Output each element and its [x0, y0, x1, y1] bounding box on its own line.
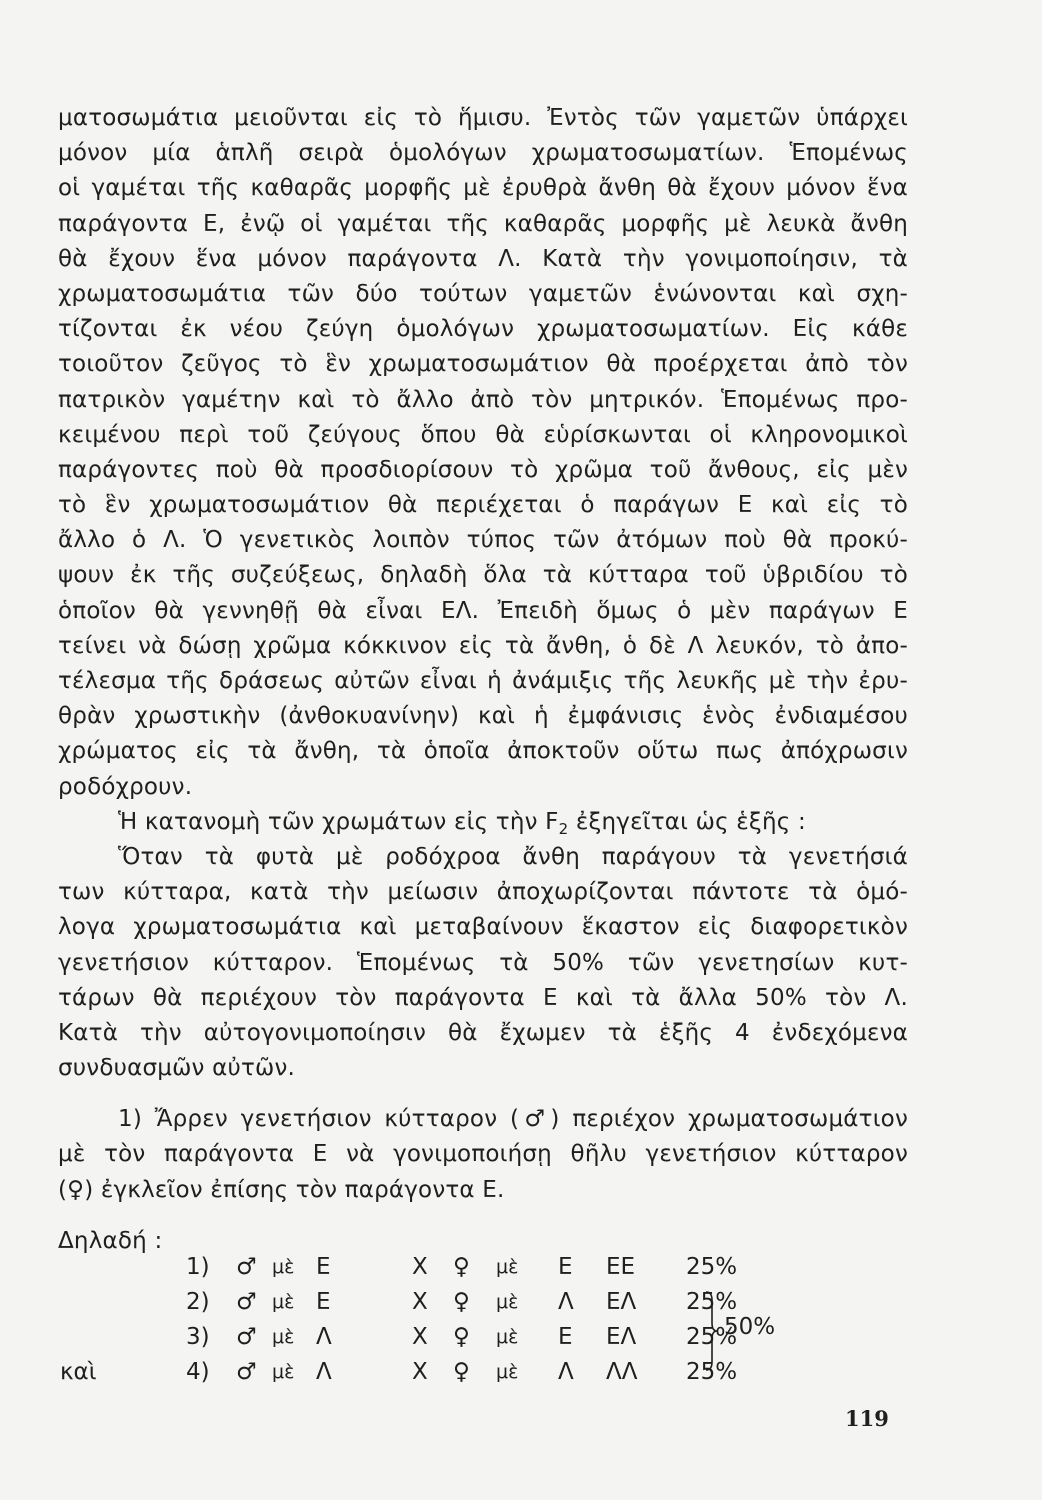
- male-symbol: ♂: [236, 1289, 257, 1315]
- text-line: ροδόχρουν.: [58, 773, 193, 800]
- text-line: κειμένου περὶ τοῦ ζεύγους ὅπου θὰ εὑρίσκωνται οἱ κληρονομικοὶ: [58, 421, 908, 448]
- text-line: τὸ ἓν χρωματοσωμάτιον θὰ περιέχεται ὁ παράγων Ε καὶ εἰς τὸ: [58, 492, 908, 519]
- table-row: [58, 1355, 908, 1390]
- text-line: παράγοντες ποὺ θὰ προσδιορίσουν τὸ χρῶμα τοῦ ἄνθους, εἰς μὲν: [58, 456, 908, 483]
- text-line: πατρικὸν γαμέτην καὶ τὸ ἄλλο ἀπὸ τὸν μητρικόν. Ἑπομένως προ-: [58, 386, 908, 413]
- text-span: Ἡ κατανομὴ τῶν χρωμάτων εἰς τὴν F: [118, 808, 559, 835]
- with-word: μὲ: [496, 1256, 519, 1278]
- text-line: ψουν ἐκ τῆς συζεύξεως, δηλαδὴ ὅλα τὰ κύτταρα τοῦ ὑβριδίου τὸ: [58, 562, 908, 589]
- genotype: ΕΛ: [606, 1324, 637, 1350]
- factor-male: Ε: [316, 1254, 331, 1280]
- female-symbol: ♀: [453, 1254, 470, 1280]
- text-line: (♀) ἐγκλεῖον ἐπίσης τὸν παράγοντα Ε.: [58, 1176, 505, 1203]
- text-line: παράγοντα Ε, ἐνῷ οἱ γαμέται τῆς καθαρᾶς μορφῆς μὲ λευκὰ ἄνθη: [58, 210, 908, 237]
- with-word: μὲ: [496, 1326, 519, 1348]
- text-line: χρώματος εἰς τὰ ἄνθη, τὰ ὁποῖα ἀποκτοῦν οὕτω πως ἀπόχρωσιν: [58, 738, 908, 765]
- text-line: θρὰν χρωστικὴν (ἀνθοκυανίνην) καὶ ἡ ἐμφάνισις ἑνὸς ἐνδιαμέσου: [58, 703, 908, 730]
- percentage: 25%: [686, 1289, 738, 1315]
- row-prefix: καὶ: [60, 1359, 97, 1385]
- male-symbol: ♂: [236, 1359, 257, 1385]
- paragraph-first-line: [58, 805, 908, 840]
- text-line: ἄλλο ὁ Λ. Ὁ γενετικὸς λοιπὸν τύπος τῶν ἀτόμων ποὺ θὰ προκύ-: [58, 527, 908, 554]
- with-word: μὲ: [272, 1326, 295, 1348]
- text-line: μόνον μία ἁπλῆ σειρὰ ὁμολόγων χρωματοσωματίων. Ἑπομένως: [58, 140, 908, 167]
- female-symbol: ♀: [453, 1324, 470, 1350]
- text-line: γενετήσιον κύτταρον. Ἑπομένως τὰ 50% τῶν γενετησίων κυτ-: [58, 949, 908, 976]
- text-line: θὰ ἔχουν ἕνα μόνον παράγοντα Λ. Κατὰ τὴν γονιμοποίησιν, τὰ: [58, 245, 908, 272]
- brace-total: 50%: [724, 1314, 776, 1340]
- genotype: ΛΛ: [606, 1359, 638, 1385]
- text-line: τάρων θὰ περιέχουν τὸν παράγοντα Ε καὶ τὰ ἄλλα 50% τὸν Λ.: [58, 984, 908, 1011]
- text-line: τέλεσμα τῆς δράσεως αὐτῶν εἶναι ἡ ἀνάμιξις τῆς λευκῆς μὲ τὴν ἐρυ-: [58, 668, 908, 694]
- text-line: χρωματοσωμάτια τῶν δύο τούτων γαμετῶν ἑνώνονται καὶ σχη-: [58, 280, 908, 307]
- text-line: οἱ γαμέται τῆς καθαρᾶς μορφῆς μὲ ἐρυθρὰ ἄνθη θὰ ἔχουν μόνον ἕνα: [58, 175, 908, 202]
- percentage: 25%: [686, 1324, 738, 1350]
- factor-male: Ε: [316, 1289, 331, 1315]
- with-word: μὲ: [272, 1291, 295, 1313]
- text-line: τοιοῦτον ζεῦγος τὸ ἓν χρωματοσωμάτιον θὰ προέρχεται ἀπὸ τὸν: [58, 351, 908, 378]
- percentage: 25%: [686, 1254, 738, 1280]
- genotype: ΕΛ: [606, 1289, 637, 1315]
- male-symbol: ♂: [236, 1254, 257, 1280]
- female-symbol: ♀: [453, 1289, 470, 1315]
- cross-symbol: Χ: [412, 1254, 428, 1280]
- text-line: ὁποῖον θὰ γεννηθῇ θὰ εἶναι ΕΛ. Ἐπειδὴ ὅμως ὁ μὲν παράγων Ε: [58, 597, 908, 624]
- factor-female: Ε: [558, 1254, 573, 1280]
- subscript: 2: [558, 819, 569, 838]
- spacer: [58, 1208, 908, 1224]
- text-line: τείνει νὰ δώσῃ χρῶμα κόκκινον εἰς τὰ ἄνθη, ὁ δὲ Λ λευκόν, τὸ ἀπο-: [58, 632, 908, 659]
- cross-symbol: Χ: [412, 1289, 428, 1315]
- right-brace-icon: [704, 1290, 718, 1372]
- table-row: [58, 1250, 908, 1285]
- text-line: Κατὰ τὴν αὐτογονιμοποίησιν θὰ ἔχωμεν τὰ ἑξῆς 4 ἐνδεχόμενα: [58, 1019, 908, 1046]
- factor-male: Λ: [316, 1359, 332, 1385]
- table-row: [58, 1320, 908, 1355]
- row-number: 1): [186, 1254, 210, 1280]
- table-row: [58, 1285, 908, 1320]
- genotype: ΕΕ: [606, 1254, 636, 1280]
- row-number: 3): [186, 1324, 210, 1350]
- page-number: 119: [845, 1406, 889, 1431]
- text-line: Ὅταν τὰ φυτὰ μὲ ροδόχροα ἄνθη παράγουν τὰ γενετήσιά: [118, 843, 908, 870]
- text-line: 1) Ἄρρεν γενετήσιον κύτταρον (♂) περιέχον χρωματοσωμάτιον: [118, 1106, 908, 1133]
- factor-female: Λ: [558, 1359, 574, 1385]
- spacer: [58, 1086, 908, 1102]
- text-line: των κύτταρα, κατὰ τὴν μείωσιν ἀποχωρίζονται πάντοτε τὰ ὁμό-: [58, 879, 908, 906]
- percentage: 25%: [686, 1359, 738, 1385]
- factor-female: Ε: [558, 1324, 573, 1350]
- with-word: μὲ: [272, 1256, 295, 1278]
- row-number: 2): [186, 1289, 210, 1315]
- cross-symbol: Χ: [412, 1324, 428, 1350]
- text-body: [58, 101, 908, 1259]
- text-line: ματοσωμάτια μειοῦνται εἰς τὸ ἥμισυ. Ἐντὸς τῶν γαμετῶν ὑπάρχει: [58, 105, 908, 131]
- text-span: ἐξηγεῖται ὡς ἑξῆς :: [568, 808, 806, 835]
- male-symbol: ♂: [236, 1324, 257, 1350]
- combination-table: [58, 1250, 908, 1390]
- with-word: μὲ: [496, 1361, 519, 1383]
- factor-male: Λ: [316, 1324, 332, 1350]
- female-symbol: ♀: [453, 1359, 470, 1385]
- cross-symbol: Χ: [412, 1359, 428, 1385]
- factor-female: Λ: [558, 1289, 574, 1315]
- with-word: μὲ: [496, 1291, 519, 1313]
- text-line: συνδυασμῶν αὐτῶν.: [58, 1055, 296, 1082]
- dilady-label: Δηλαδή :: [58, 1227, 163, 1254]
- text-line: τίζονται ἐκ νέου ζεύγη ὁμολόγων χρωματοσωματίων. Εἰς κάθε: [58, 316, 908, 343]
- text-line: μὲ τὸν παράγοντα Ε νὰ γονιμοποιήσῃ θῆλυ γενετήσιον κύτταρον: [58, 1141, 908, 1168]
- with-word: μὲ: [272, 1361, 295, 1383]
- row-number: 4): [186, 1359, 210, 1385]
- text-line: λογα χρωματοσωμάτια καὶ μεταβαίνουν ἕκαστον εἰς διαφορετικὸν: [58, 914, 908, 941]
